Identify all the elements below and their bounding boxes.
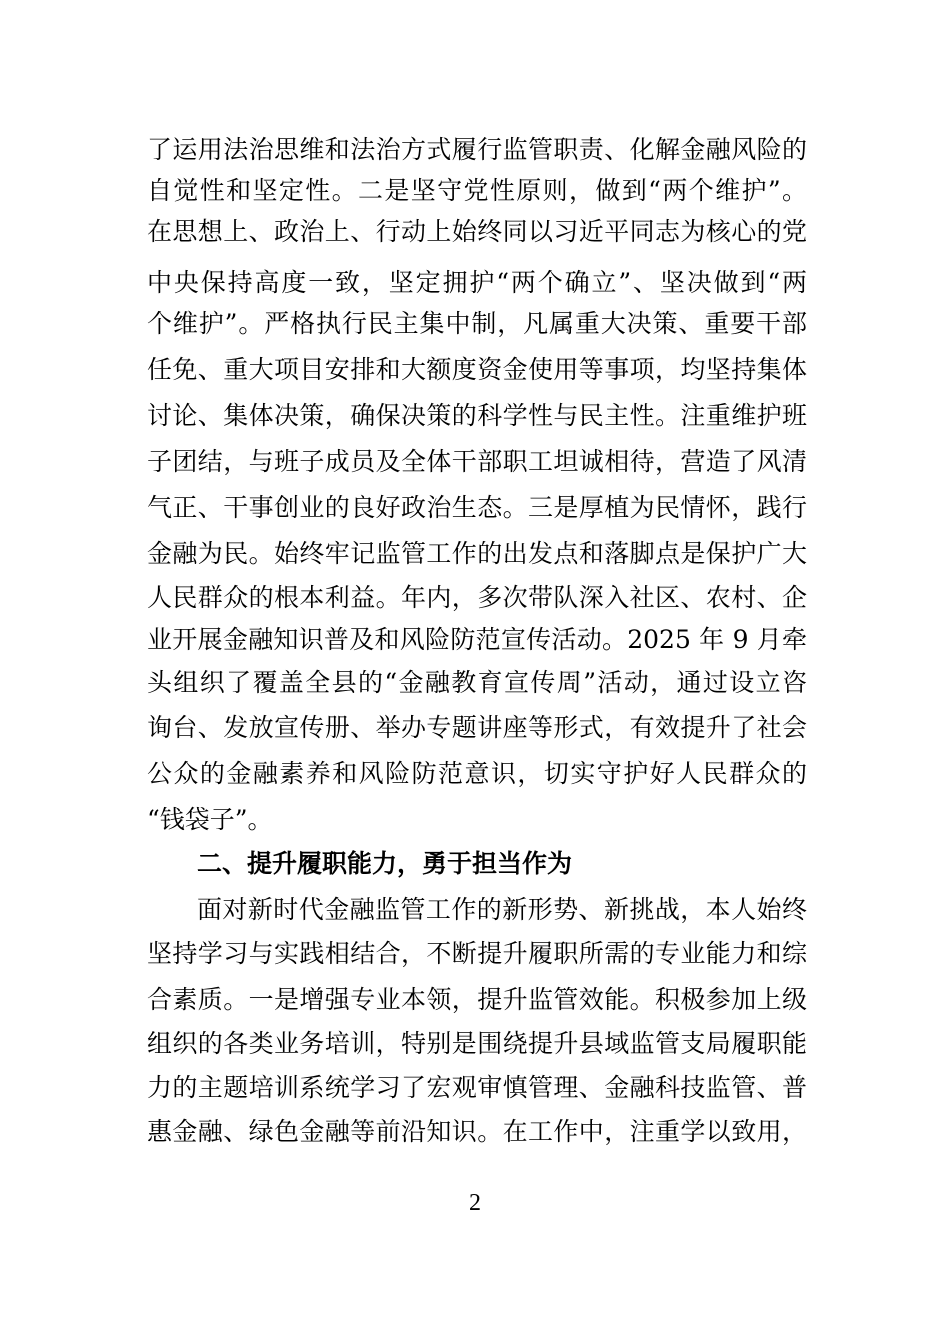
paragraph-1-line-11: 人民群众的根本利益。年内，多次带队深入社区、农村、企 [147,583,807,612]
paragraph-1-line-15: 公众的金融素养和风险防范意识，切实守护好人民群众的 [147,759,807,788]
paragraph-1-line-1: 了运用法治思维和法治方式履行监管职责、化解金融风险的 [147,135,807,164]
paragraph-1-line-6: 任免、重大项目安排和大额度资金使用等事项，均坚持集体 [147,355,807,384]
paragraph-1-line-7: 讨论、集体决策，确保决策的科学性与民主性。注重维护班 [147,401,807,430]
paragraph-1-line-9: 气正、干事创业的良好政治生态。三是厚植为民情怀，践行 [147,493,807,522]
paragraph-1-line-12: 业开展金融知识普及和风险防范宣传活动。2025 年 9 月牵 [147,625,807,654]
paragraph-1-line-16: “钱袋子”。 [147,805,273,834]
paragraph-1-line-3: 在思想上、政治上、行动上始终同以习近平同志为核心的党 [147,217,807,246]
paragraph-1-line-4: 中央保持高度一致，坚定拥护“两个确立”、坚决做到“两 [147,268,807,297]
paragraph-2-line-5: 力的主题培训系统学习了宏观审慎管理、金融科技监管、普 [147,1073,807,1102]
section-heading: 二、提升履职能力，勇于担当作为 [197,849,573,878]
paragraph-2-line-2: 坚持学习与实践相结合，不断提升履职所需的专业能力和综 [147,939,807,968]
paragraph-1-line-13: 头组织了覆盖全县的“金融教育宣传周”活动，通过设立咨 [147,668,807,697]
paragraph-1-line-8: 子团结，与班子成员及全体干部职工坦诚相待，营造了风清 [147,447,807,476]
paragraph-1-line-14: 询台、发放宣传册、举办专题讲座等形式，有效提升了社会 [147,713,807,742]
paragraph-2-line-3: 合素质。一是增强专业本领，提升监管效能。积极参加上级 [147,985,807,1014]
paragraph-2-line-6: 惠金融、绿色金融等前沿知识。在工作中，注重学以致用， [147,1117,807,1146]
paragraph-1-line-2: 自觉性和坚定性。二是坚守党性原则，做到“两个维护”。 [147,176,807,205]
paragraph-2-line-1: 面对新时代金融监管工作的新形势、新挑战，本人始终 [197,895,807,924]
paragraph-1-line-10: 金融为民。始终牢记监管工作的出发点和落脚点是保护广大 [147,539,807,568]
paragraph-1-line-5: 个维护”。严格执行民主集中制，凡属重大决策、重要干部 [147,309,807,338]
page-number: 2 [469,1190,481,1216]
paragraph-2-line-4: 组织的各类业务培训，特别是围绕提升县域监管支局履职能 [147,1029,807,1058]
